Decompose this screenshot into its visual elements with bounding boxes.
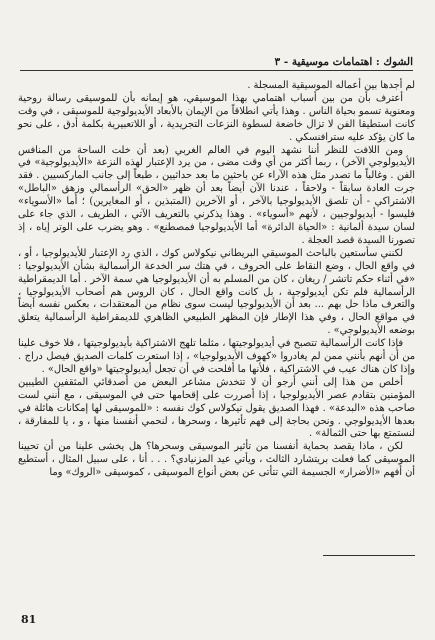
paragraph: ومن اللافت للنظر أننا نشهد اليوم في العالم الغربي (بعد أن خلت الساحة من المنافس الأيديولوجي الآخر) ، ربما أكثر من أي وقت مضى ، من يرد الإعتبار لهذه النزعة «الأيديولوجية» في الفن . وغالباً ما تصدر مثل هذه الآراء عن باحثين ما بعد حداثيين ، طبعاً إلى جانب الماركسيين . فقد جرت العادة سابقاً - ولاحقاً ، عندنا الآن أيضاً بعد أن ظهر «الحق» الرأسمالي وزهق «الباطل» الاشتراكي - أن تلصق الأيديولوجيا بالآخر ، أو الآخرين (المتبذين ، أو المغايرين) ؛ أما «الأسوياء» فليسوا - أيديولوجيين ، لأنهم «أسوياء» . وهذا يذكرني بالتعريف الآتي ، الطريف ، الذي جاء على لسان سيدة ألمانية : «الحياة الدائرة» أما الأيديولوجيا فمصطنع» . وهو يضرب على الوتر إياه ، إذ تصورنا السيدة قصد العجلة .: [18, 144, 415, 246]
page-number: 81: [21, 613, 37, 626]
paragraph: لم أجدها بين أعماله الموسيقية المسجلة .: [247, 80, 415, 91]
paragraph: أخلص من هذا إلى أنني أرجو أن لا تتخدش مشاعر البعض من أصدقائي المثقفين الطيبين المؤمنين بتقادم عصر الأيديولوجيا ، إذا أصررت على إقحامها حتى في الموسيقى ، مع أنني لست صاحب هذه «البدعة» . فهذا الصديق يقول نيكولاس كوك نفسه : «للموسيقى لها إمكانات هائلة في بعدها الأيديولوجي . ونحن بحاجة إلى فهم تأثيرها ، وسحرها ، لنحمي أنفسنا منها ، و ، يا للمفارقة ، لنستمتع بها حتى الثمالة» .: [18, 376, 415, 440]
running-header: [20, 54, 413, 71]
paragraph: أعترف بأن من بين أسباب اهتمامي بهذا الموسيقي، هو إيمانه بأن للموسيقى رسالة روحية ومعنوية تسمو بحياة الناس . وهذا يأتي انطلاقاً من الإيمان بالأبعاد الأيديولوجية للموسيقى ، في وقت كانت استطيقا الفن لا تزال خاضعة لسطوة النزعات التجريدية ، أو اللاتعبيرية بكلمة أدق ، على نحو ما كان يؤكد عليه سترافنسكي .: [18, 92, 415, 143]
chapter-title: الشوك : اهتمامات موسيقية - ٣: [274, 56, 413, 68]
footnote-separator: [323, 555, 415, 556]
paragraph: فإذا كانت الرأسمالية تتصبح في أيديولوجيتها ، مثلما تلهج الاشتراكية بأيديولوجيتها ، فلا خوف علينا من أن أنهم بأنني ممن لم يغادروا «كهوف الأيديولوجيا» ، إذا استعرت كلمات الصديق فيصل دراج . وإذا كان هناك عيب في الاشتراكية ، فلأنها ما أفلحت في أن تجعل أيديولوجيتها «واقع الحال» .: [18, 338, 415, 375]
paragraph: لكن ، ماذا يقصد بحماية أنفسنا من تأثير الموسيقى وسحرها؟ هل يخشى علينا من أن تحيينا الموسيقى كما فعلت بريتشارد الثالث ، ويأتي عيد المزنيادي؟ . . . أنا ، على سبيل المثال ، أستطيع أن أفهم «الأضرار» الجسيمة التي تتأتى عن بعض أنواع الموسيقى ، كموسيقى «الروك» وما: [18, 441, 415, 479]
body-text: [18, 80, 415, 480]
paragraph: لكنني سأستعين بالباحث الموسيقي البريطاني نيكولاس كوك ، الذي رد الإعتبار للأيديولوجيا ، أو ، في واقع الحال ، وضع النقاط على الحروف ، في هتك سر الخدعة الرأسمالية بشأن الأيديولوجيا : «في أثناء حكم تاتشر / ريغان ، كان من المسلم به أن الأيديولوجيا هي سمة الآخر . أما الديمقراطية الرأسمالية فلم تكن أيديولوجية ، بل كانت واقع الحال ، كان الروس هم أصحاب الأيديولوجيا ، والتعرف ماذا حل بهم ... بعد أن الأيديولوجيا ليست سوى نظام من المعتقدات ، بعكس نفسه أيضاً في مواقع الحال ، وفي هذا الإطار فإن المظهر الطبيعي الظاهري للديمقراطية الرأسمالية يتعلق بوضعه الأيديولوجي» .: [18, 247, 415, 337]
